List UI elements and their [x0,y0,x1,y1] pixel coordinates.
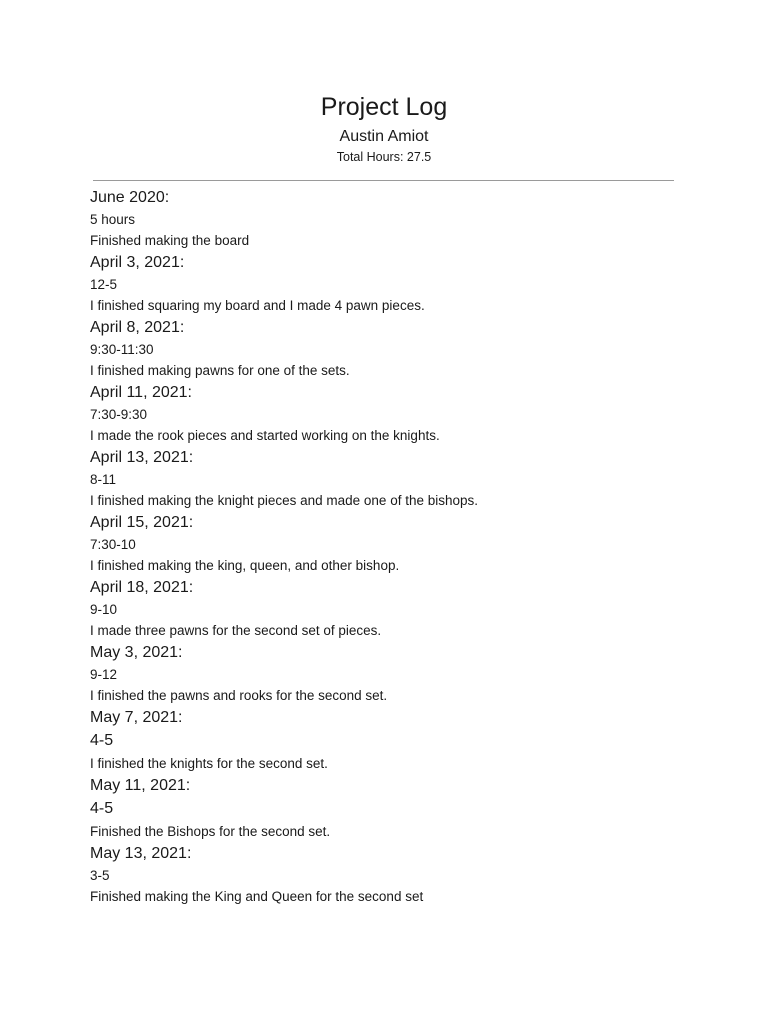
log-entry [90,577,690,642]
entry-note: I finished the pawns and rooks for the second set. [90,688,388,703]
entry-note: Finished the Bishops for the second set. [90,824,331,839]
entry-note: I finished making the knight pieces and made one of the bishops. [90,493,478,508]
entry-date: May 13, 2021: [90,845,192,862]
log-entries [90,187,690,908]
log-entry [90,642,690,707]
entry-date: May 11, 2021: [90,777,191,794]
entry-hours: 12-5 [90,277,118,292]
entry-note: Finished making the board [90,233,250,248]
entry-date: April 18, 2021: [90,579,194,596]
document-header [0,92,768,165]
entry-date: May 7, 2021: [90,709,183,726]
entry-date: April 13, 2021: [90,449,194,466]
log-entry [90,843,690,908]
entry-note: I finished making pawns for one of the sets. [90,363,350,378]
entry-date: May 3, 2021: [90,644,183,661]
entry-hours: 7:30-9:30 [90,407,148,422]
log-entry [90,252,690,317]
document-author: Austin Amiot [339,128,429,145]
entry-hours: 3-5 [90,868,110,883]
log-entry [90,317,690,382]
entry-date: April 15, 2021: [90,514,194,531]
log-entry [90,775,690,843]
entry-date: April 3, 2021: [90,254,185,271]
entry-hours: 8-11 [90,472,117,487]
entry-hours: 9:30-11:30 [90,342,154,357]
entry-date: April 8, 2021: [90,319,185,336]
entry-date: April 11, 2021: [90,384,192,401]
entry-note: Finished making the King and Queen for the second set [90,889,424,904]
entry-hours: 4-5 [90,800,114,817]
entry-note: I finished the knights for the second set. [90,756,328,771]
entry-date: June 2020: [90,189,170,206]
log-entry [90,382,690,447]
entry-hours: 9-12 [90,667,118,682]
log-entry [90,707,690,775]
entry-note: I finished making the king, queen, and other bishop. [90,558,400,573]
header-divider [93,180,674,181]
log-entry [90,447,690,512]
total-hours: Total Hours: 27.5 [336,150,432,164]
entry-hours: 9-10 [90,602,118,617]
entry-hours: 7:30-10 [90,537,136,552]
entry-hours: 4-5 [90,732,114,749]
log-entry [90,512,690,577]
entry-hours: 5 hours [90,212,136,227]
document-title: Project Log [320,93,448,121]
log-entry [90,187,690,252]
entry-note: I made three pawns for the second set of pieces. [90,623,382,638]
entry-note: I finished squaring my board and I made 4 pawn pieces. [90,298,425,313]
entry-note: I made the rook pieces and started working on the knights. [90,428,440,443]
